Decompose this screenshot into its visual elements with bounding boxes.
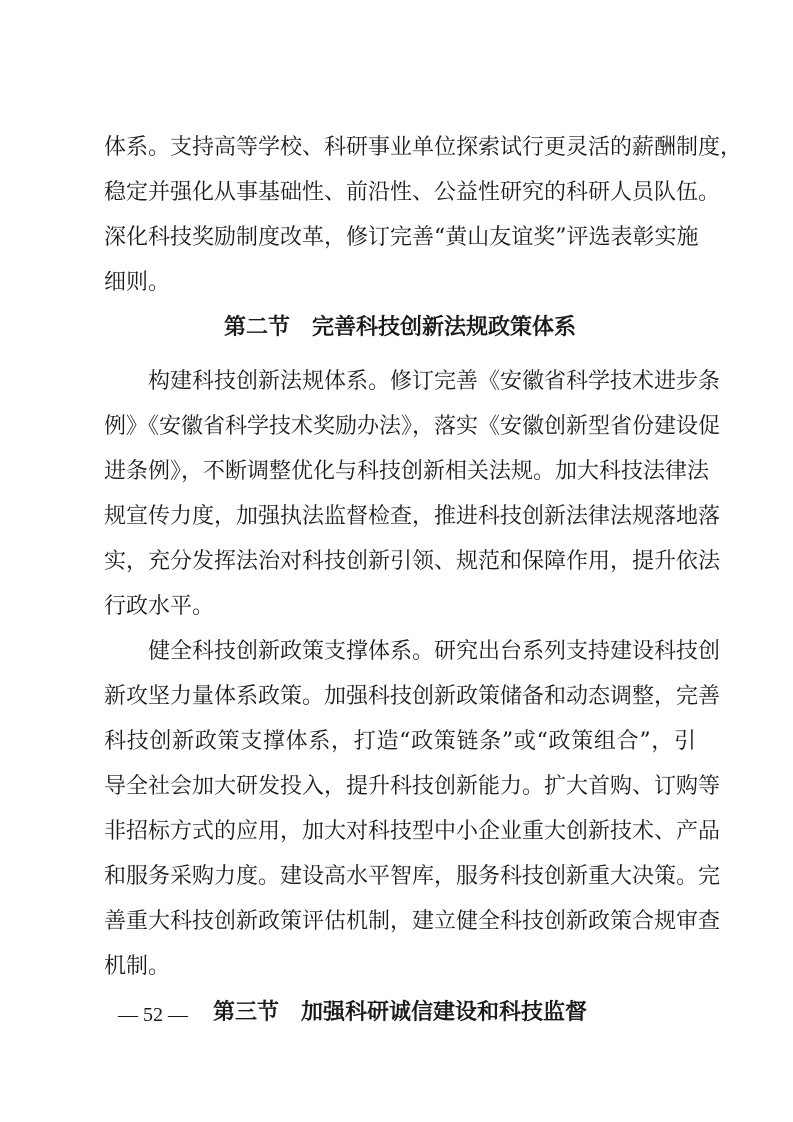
text-line: 行政水平。 bbox=[104, 594, 215, 619]
text-line: 善重大科技创新政策评估机制，建立健全科技创新政策合规审查 bbox=[104, 909, 721, 934]
section-title: 加强科研诚信建设和科技监督 bbox=[301, 1000, 588, 1025]
text-line: 规宣传力度，加强执法监督检查，推进科技创新法律法规落地落 bbox=[104, 504, 721, 529]
text-line: 科技创新政策支撑体系，打造“政策链条”或“政策组合”，引 bbox=[104, 729, 696, 754]
text-line: 进条例》，不断调整优化与科技创新相关法规。加大科技法律法 bbox=[104, 459, 710, 484]
text-line: 体系。支持高等学校、科研事业单位探索试行更灵活的薪酬制度， bbox=[104, 135, 743, 160]
text-line: 实，充分发挥法治对科技创新引领、规范和保障作用，提升依法 bbox=[104, 549, 721, 574]
text-line: 健全科技创新政策支撑体系。研究出台系列支持建设科技创 bbox=[148, 639, 721, 664]
page-number: — 52 — bbox=[118, 1004, 188, 1026]
section-number: 第三节 bbox=[212, 1000, 279, 1025]
text-line: 和服务采购力度。建设高水平智库，服务科技创新重大决策。完 bbox=[104, 864, 721, 889]
section-title: 完善科技创新法规政策体系 bbox=[312, 315, 577, 340]
text-line: 例》《安徽省科学技术奖励办法》，落实《安徽创新型省份建设促 bbox=[104, 414, 721, 439]
text-line: 导全社会加大研发投入，提升科技创新能力。扩大首购、订购等 bbox=[104, 774, 721, 799]
text-line: 细则。 bbox=[104, 270, 171, 295]
section-number: 第二节 bbox=[223, 315, 290, 340]
section-heading-2 bbox=[104, 308, 696, 348]
section-heading-3 bbox=[104, 993, 696, 1033]
text-line: 构建科技创新法规体系。修订完善《安徽省科学技术进步条 bbox=[148, 369, 721, 394]
text-line: 稳定并强化从事基础性、前沿性、公益性研究的科研人员队伍。 bbox=[104, 180, 721, 205]
text-line: 非招标方式的应用，加大对科技型中小企业重大创新技术、产品 bbox=[104, 819, 721, 844]
text-line: 深化科技奖励制度改革，修订完善“黄山友谊奖”评选表彰实施 bbox=[104, 225, 699, 250]
text-line: 机制。 bbox=[104, 954, 171, 979]
text-line: 新攻坚力量体系政策。加强科技创新政策储备和动态调整，完善 bbox=[104, 684, 721, 709]
